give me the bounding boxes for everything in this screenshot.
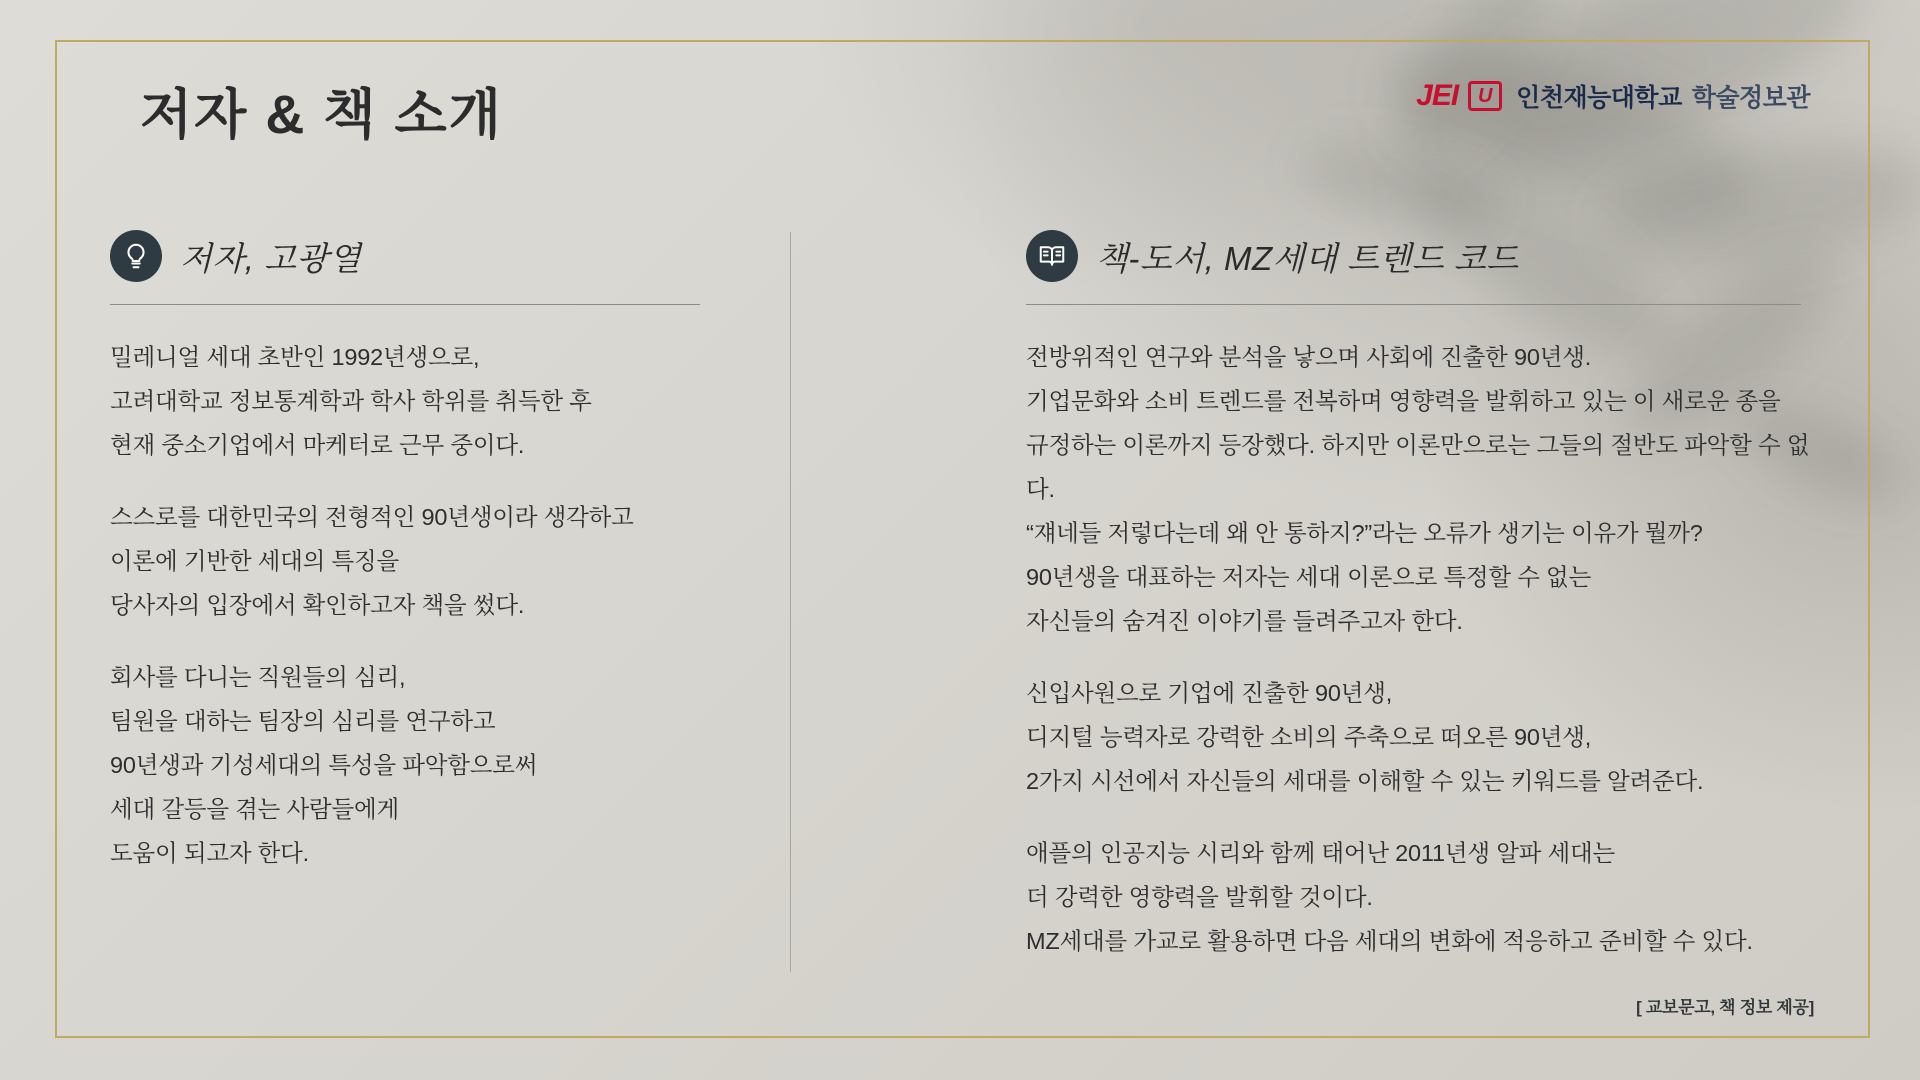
book-line: MZ세대를 가교로 활용하면 다음 세대의 변화에 적응하고 준비할 수 있다. <box>1026 928 1753 954</box>
source-credit: [ 교보문고, 책 정보 제공] <box>1636 998 1814 1017</box>
author-line: 당사자의 입장에서 확인하고자 책을 썼다. <box>110 592 525 618</box>
content-columns <box>110 230 1810 963</box>
author-line: 밀레니얼 세대 초반인 1992년생으로, <box>110 344 480 370</box>
author-line: 세대 갈등을 겪는 사람들에게 <box>110 796 399 822</box>
book-line: 기업문화와 소비 트렌드를 전복하며 영향력을 발휘하고 있는 이 새로운 종을 <box>1026 388 1781 414</box>
book-line: 더 강력한 영향력을 발휘할 것이다. <box>1026 884 1373 910</box>
book-line: 규정하는 이론까지 등장했다. 하지만 이론만으로는 그들의 절반도 파악할 수 없다. <box>1026 432 1810 502</box>
book-line: 전방위적인 연구와 분석을 낳으며 사회에 진출한 90년생. <box>1026 344 1592 370</box>
institution-logo <box>1416 78 1810 114</box>
book-line: 자신들의 숨겨진 이야기를 들려주고자 한다. <box>1026 608 1463 634</box>
author-section <box>110 230 960 963</box>
book-section-rule <box>1026 304 1801 305</box>
author-line: 이론에 기반한 세대의 특징을 <box>110 548 399 574</box>
book-section-header <box>1026 230 1810 282</box>
logo-unit-name: 학술정보관 <box>1691 84 1810 112</box>
logo-jei-text: JEI <box>1416 79 1459 112</box>
book-section-title: 책-도서, MZ세대 트렌드 코드 <box>1096 239 1519 277</box>
book-line: 90년생을 대표하는 저자는 세대 이론으로 특정할 수 없는 <box>1026 564 1592 590</box>
page-title: 저자 & 책 소개 <box>140 85 503 145</box>
paragraph-gap <box>1026 643 1810 671</box>
logo-organization-name: 인천재능대학교 <box>1516 84 1682 112</box>
author-line: 고려대학교 정보통계학과 학사 학위를 취득한 후 <box>110 388 592 414</box>
author-body-text <box>110 335 900 875</box>
author-line: 스스로를 대한민국의 전형적인 90년생이라 생각하고 <box>110 504 634 530</box>
author-section-header <box>110 230 900 282</box>
book-line: 디지털 능력자로 강력한 소비의 주축으로 떠오른 90년생, <box>1026 724 1592 750</box>
author-line: 현재 중소기업에서 마케터로 근무 중이다. <box>110 432 525 458</box>
author-line: 90년생과 기성세대의 특성을 파악함으로써 <box>110 752 538 778</box>
author-line: 팀원을 대하는 팀장의 심리를 연구하고 <box>110 708 496 734</box>
author-section-title: 저자, 고광열 <box>180 239 362 277</box>
author-section-rule <box>110 304 700 305</box>
author-line: 도움이 되고자 한다. <box>110 840 309 866</box>
paragraph-gap <box>1026 803 1810 831</box>
book-line: 신입사원으로 기업에 진출한 90년생, <box>1026 680 1393 706</box>
author-line: 회사를 다니는 직원들의 심리, <box>110 664 406 690</box>
open-book-icon <box>1026 230 1078 282</box>
paragraph-gap <box>110 627 900 655</box>
book-line: “쟤네들 저렇다는데 왜 안 통하지?”라는 오류가 생기는 이유가 뭘까? <box>1026 520 1703 546</box>
book-line: 애플의 인공지능 시리와 함께 태어난 2011년생 알파 세대는 <box>1026 840 1616 866</box>
book-line: 2가지 시선에서 자신들의 세대를 이해할 수 있는 키워드를 알려준다. <box>1026 768 1704 794</box>
paragraph-gap <box>110 467 900 495</box>
book-body-text <box>1026 335 1810 963</box>
lightbulb-icon <box>110 230 162 282</box>
book-section <box>960 230 1810 963</box>
logo-u-mark: U <box>1468 81 1502 111</box>
